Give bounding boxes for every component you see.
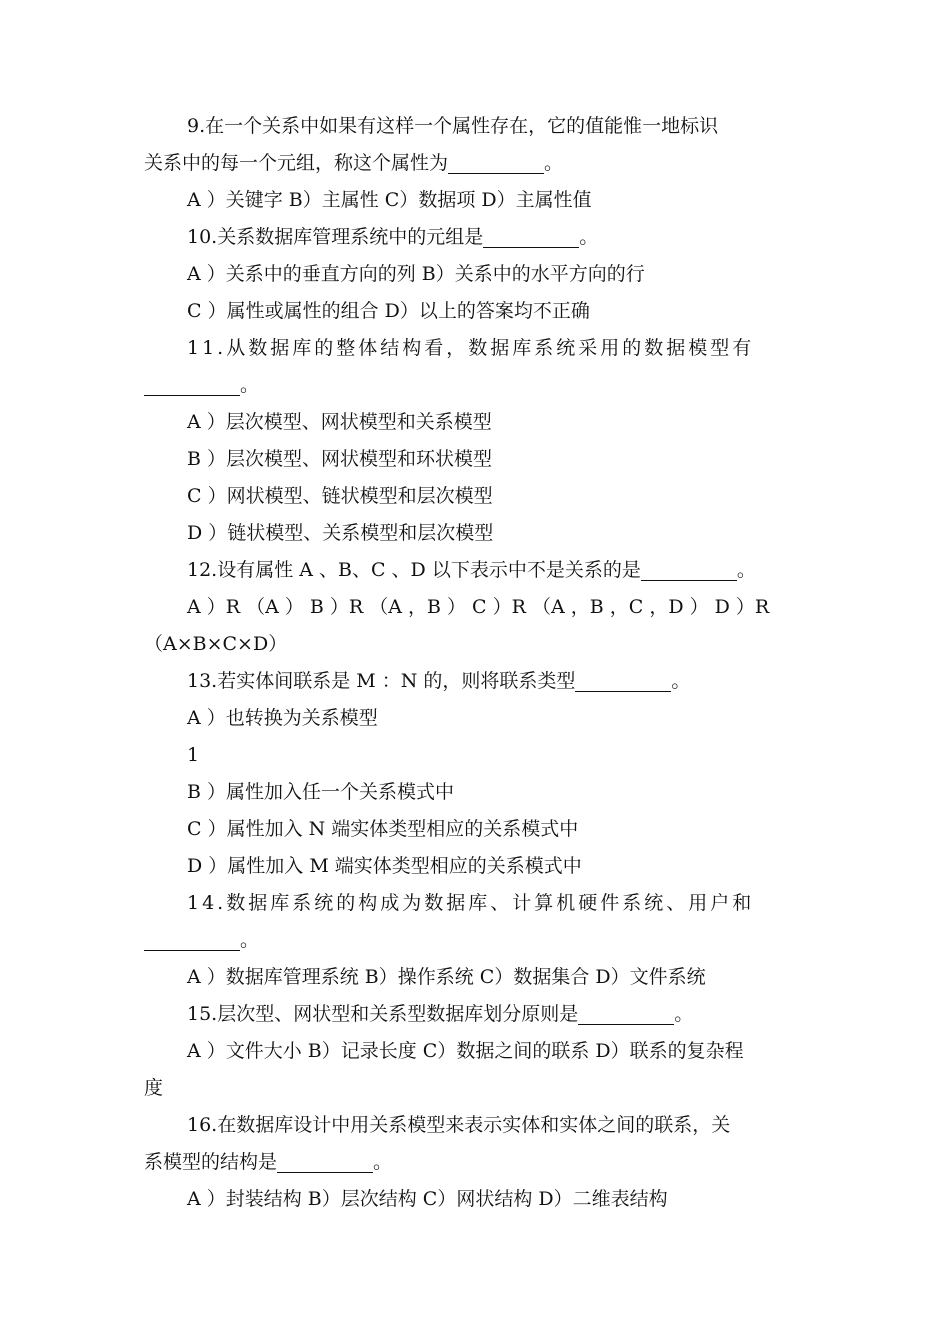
line-text: A ）关系中的垂直方向的列 B）关系中的水平方向的行 (187, 263, 645, 285)
text-line (144, 885, 806, 922)
text-line (144, 145, 806, 182)
text-line (144, 700, 806, 737)
text-line (144, 441, 806, 478)
fill-in-blank (483, 225, 579, 248)
line-text: 10.关系数据库管理系统中的元组是 (187, 226, 484, 248)
line-text: C ）属性加入 N 端实体类型相应的关系模式中 (187, 818, 579, 840)
text-line (144, 552, 806, 589)
fill-in-blank (144, 928, 240, 951)
line-text: A ）层次模型、网状模型和关系模型 (187, 411, 492, 433)
text-line (144, 515, 806, 552)
line-text: A ）数据库管理系统 B）操作系统 C）数据集合 D）文件系统 (187, 966, 706, 988)
line-suffix: 。 (671, 670, 691, 692)
line-suffix: 。 (240, 374, 260, 396)
line-text: 1 (187, 744, 200, 766)
fill-in-blank (578, 1002, 674, 1025)
text-line (144, 996, 806, 1033)
text-line (144, 811, 806, 848)
text-line (144, 293, 806, 330)
text-line (144, 1070, 806, 1107)
text-line (144, 478, 806, 515)
line-text: 关系中的每一个元组，称这个属性为 (144, 152, 449, 174)
text-line (144, 330, 806, 367)
line-suffix: 。 (240, 929, 260, 951)
text-line (144, 774, 806, 811)
line-text: C ）网状模型、链状模型和层次模型 (187, 485, 493, 507)
text-line (144, 182, 806, 219)
line-text: 13.若实体间联系是 M ：N 的，则将联系类型 (187, 670, 576, 692)
text-line (144, 626, 806, 663)
text-line (144, 737, 806, 774)
text-line (144, 108, 806, 145)
text-line (144, 367, 806, 404)
line-text: 14.数据库系统的构成为数据库、计算机硬件系统、用户和 (187, 892, 755, 914)
text-line (144, 922, 806, 959)
fill-in-blank (575, 669, 671, 692)
text-line (144, 219, 806, 256)
text-line (144, 663, 806, 700)
line-text: C ）属性或属性的组合 D）以上的答案均不正确 (187, 300, 590, 322)
line-text: 16.在数据库设计中用关系模型来表示实体和实体之间的联系，关 (187, 1114, 731, 1136)
line-text: A ）文件大小 B）记录长度 C）数据之间的联系 D）联系的复杂程 (187, 1040, 744, 1062)
line-suffix: 。 (373, 1151, 393, 1173)
line-text: B ）层次模型、网状模型和环状模型 (187, 448, 493, 470)
text-line (144, 256, 806, 293)
fill-in-blank (641, 558, 737, 581)
fill-in-blank (448, 151, 544, 174)
line-suffix: 。 (544, 152, 564, 174)
text-line (144, 1107, 806, 1144)
line-text: 15.层次型、网状型和关系型数据库划分原则是 (187, 1003, 579, 1025)
line-text: （A×B×C×D） (144, 633, 288, 655)
line-text: A ）也转换为关系模型 (187, 707, 378, 729)
text-line (144, 848, 806, 885)
line-text: 度 (144, 1077, 164, 1099)
text-line (144, 1181, 806, 1218)
fill-in-blank (144, 373, 240, 396)
line-text: A ）封装结构 B）层次结构 C）网状结构 D）二维表结构 (187, 1188, 668, 1210)
line-text: 9.在一个关系中如果有这样一个属性存在，它的值能惟一地标识 (187, 115, 719, 137)
text-line (144, 589, 806, 626)
line-text: B ）属性加入任一个关系模式中 (187, 781, 455, 803)
text-line (144, 1144, 806, 1181)
line-text: D ）链状模型、关系模型和层次模型 (187, 522, 494, 544)
line-text: A ）R （A ） B ）R （A ，B ） C ）R （A ，B ，C ，D ） D ）R (187, 596, 770, 618)
line-text: 11.从数据库的整体结构看，数据库系统采用的数据模型有 (187, 337, 755, 359)
text-line (144, 1033, 806, 1070)
line-suffix: 。 (579, 226, 599, 248)
line-text: 系模型的结构是 (144, 1151, 278, 1173)
text-line (144, 404, 806, 441)
text-line (144, 959, 806, 996)
line-suffix: 。 (674, 1003, 694, 1025)
line-text: 12.设有属性 A 、B、C 、D 以下表示中不是关系的是 (187, 559, 641, 581)
line-text: A ）关键字 B）主属性 C）数据项 D）主属性值 (187, 189, 592, 211)
fill-in-blank (277, 1150, 373, 1173)
line-suffix: 。 (736, 559, 756, 581)
line-text: D ）属性加入 M 端实体类型相应的关系模式中 (187, 855, 582, 877)
